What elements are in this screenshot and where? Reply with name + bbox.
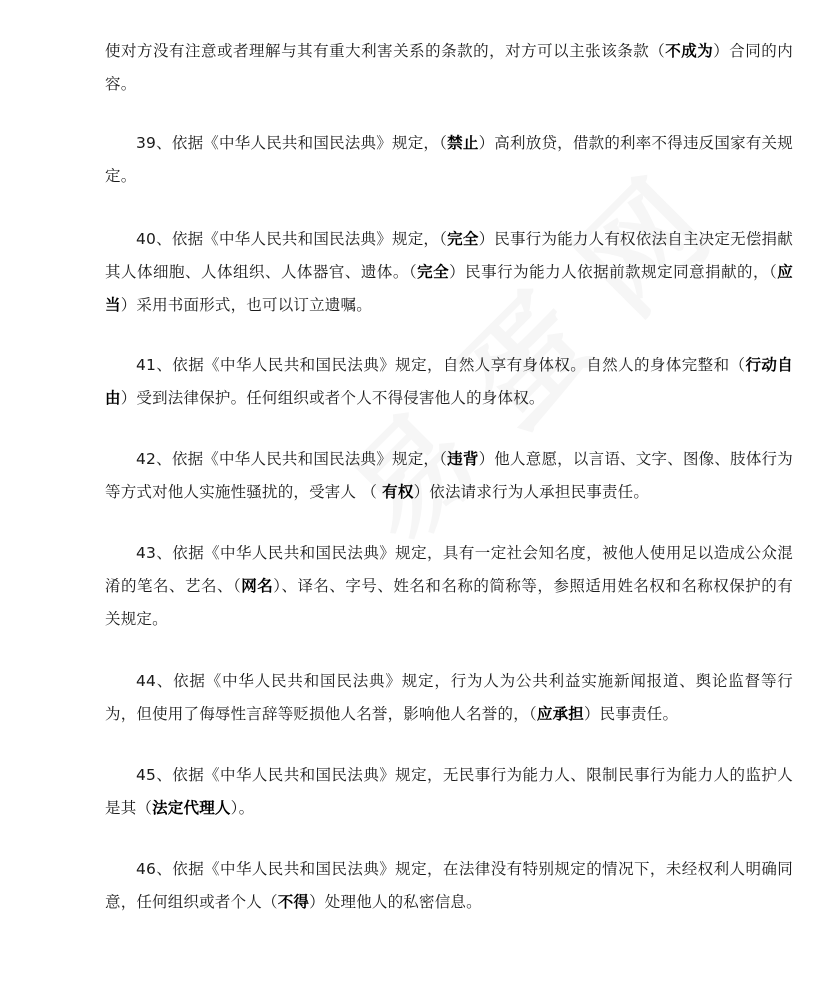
paragraph-45 (105, 759, 793, 825)
paragraph-text: ）处理他人的私密信息。 (309, 893, 482, 911)
paragraph-46 (105, 853, 793, 919)
paragraph-text: ）采用书面形式，也可以订立遗嘱。 (120, 296, 372, 314)
paragraph-text: 44、依据《中华人民共和国民法典》规定，行为人为公共利益实施新闻报道、舆论监督等行为，但使用了侮辱性言辞等贬损他人名誉，影响他人名誉的，（ (105, 672, 793, 723)
paragraph-text: 41、依据《中华人民共和国民法典》规定，自然人享有身体权。自然人的身体完整和（ (136, 356, 746, 374)
paragraph-text: ）、译名、字号、姓名和名称的简称等，参照适用姓名权和名称权保护的有关规定。 (105, 577, 793, 628)
paragraph-text: ）合同的内容。 (105, 42, 793, 93)
paragraph-41 (105, 349, 793, 415)
answer-text: 完全 (417, 263, 450, 281)
paragraph-text: ）民事行为能力人有权依法自主决定无偿捐献其人体细胞、人体组织、人体器官、遗体。（ (105, 230, 793, 281)
paragraph-text: ）受到法律保护。任何组织或者个人不得侵害他人的身体权。 (120, 389, 545, 407)
paragraph-40 (105, 223, 793, 322)
answer-text: 禁止 (447, 134, 479, 152)
paragraph-39 (105, 127, 793, 193)
answer-text: 应承担 (536, 705, 584, 723)
paragraph-text: 42、依据《中华人民共和国民法典》规定，（ (136, 450, 448, 468)
paragraph-38-continued (105, 35, 793, 101)
paragraph-text: 40、依据《中华人民共和国民法典》规定，（ (136, 230, 448, 248)
paragraph-43 (105, 537, 793, 636)
paragraph-text: 43、依据《中华人民共和国民法典》规定，具有一定社会知名度，被他人使用足以造成公众混淆的笔名、艺名、（ (105, 544, 793, 595)
answer-text: 完全 (447, 230, 479, 248)
paragraph-text: 46、依据《中华人民共和国民法典》规定，在法律没有特别规定的情况下，未经权利人明确同意，任何组织或者个人（ (105, 860, 793, 911)
answer-text: 有权 (382, 483, 414, 501)
answer-text: 不成为 (665, 42, 714, 60)
paragraph-text: ）。 (230, 799, 255, 817)
answer-text: 网名 (241, 577, 274, 595)
answer-text: 行动自由 (105, 356, 793, 407)
paragraph-text: ）民事行为能力人依据前款规定同意捐献的，（ (449, 263, 778, 281)
answer-text: 不得 (277, 893, 310, 911)
answer-text: 法定代理人 (152, 799, 231, 817)
paragraph-text: ）民事责任。 (583, 705, 679, 723)
paragraph-text: ）他人意愿，以言语、文字、图像、肢体行为等方式对他人实施性骚扰的，受害人 （ (105, 450, 793, 501)
paragraph-text: ）依法请求行为人承担民事责任。 (413, 483, 650, 501)
answer-text: 违背 (447, 450, 479, 468)
paragraph-42 (105, 443, 793, 509)
paragraph-text: ）高利放贷，借款的利率不得违反国家有关规定。 (105, 134, 793, 185)
paragraph-text: 使对方没有注意或者理解与其有重大利害关系的条款的，对方可以主张该条款（ (105, 42, 666, 60)
paragraph-44 (105, 665, 793, 731)
answer-text: 应当 (105, 263, 793, 314)
paragraph-text: 39、依据《中华人民共和国民法典》规定，（ (136, 134, 448, 152)
paragraph-text: 45、依据《中华人民共和国民法典》规定，无民事行为能力人、限制民事行为能力人的监护人是其（ (105, 766, 793, 817)
